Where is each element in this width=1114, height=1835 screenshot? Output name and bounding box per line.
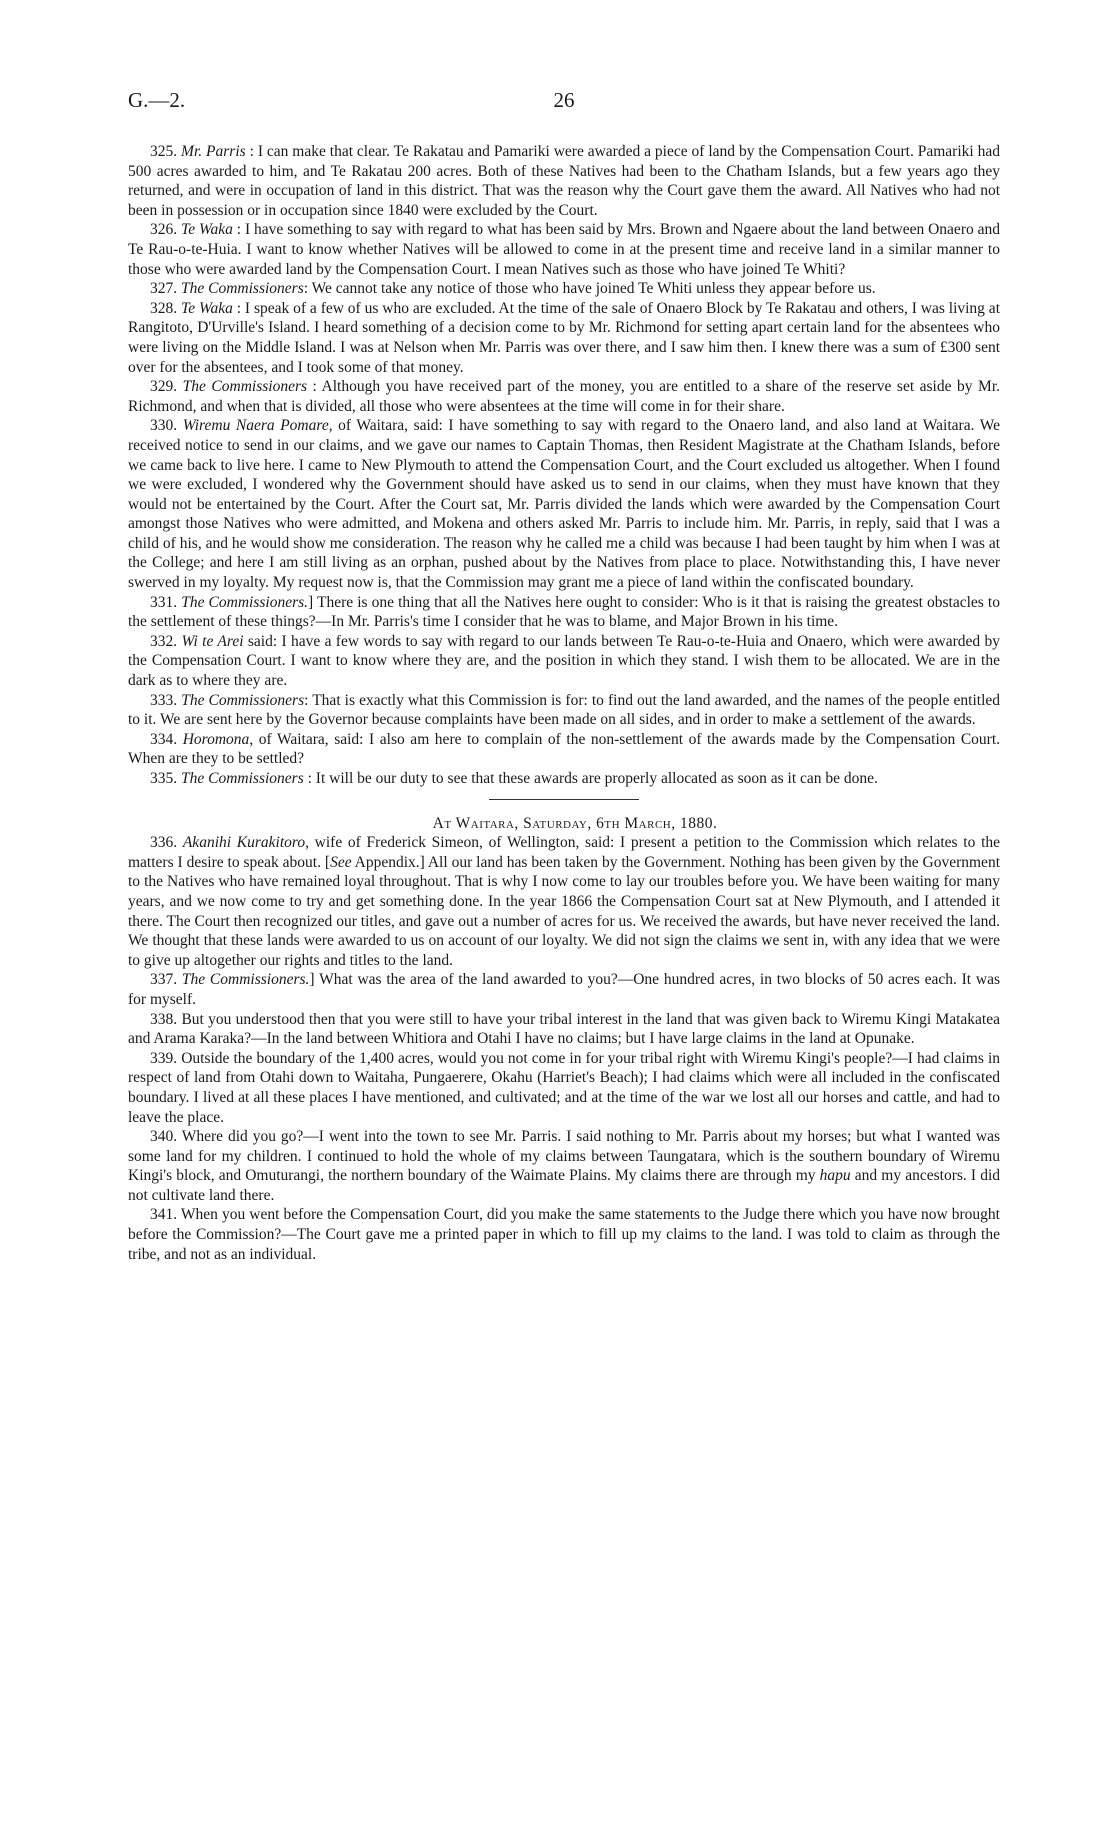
paragraph-329 xyxy=(128,377,1000,416)
paragraph-number: 327. xyxy=(150,280,178,298)
separator: , xyxy=(328,417,339,435)
paragraph-number: 334. xyxy=(150,730,178,748)
paragraph-text: When you went before the Compensation Court, did you make the same statements to the Judge there which you have now brought before the Commission?—The Court gave me a printed paper in which to fill up my claims to the land. I was told to claim as through the tribe, and not as an individual. xyxy=(128,1206,1000,1263)
speaker-name: Akanihi Kurakitoro xyxy=(182,834,306,852)
paragraph-325 xyxy=(128,142,1000,220)
speaker-name: The Commissioners. xyxy=(181,593,309,611)
paragraph-text: , wife of Frederick Simeon, of Wellington, said: I present a petition to the Commission which relates to the matters I desire to speak about. [ xyxy=(128,834,1001,871)
paragraph-number: 340. xyxy=(150,1128,178,1146)
speaker-name: Mr. Parris xyxy=(181,143,246,160)
paragraph-number: 326. xyxy=(150,221,178,239)
paragraph-number: 328. xyxy=(150,299,178,317)
paragraph-338 xyxy=(128,1010,1000,1049)
section-heading: At Waitara, Saturday, 6th March, 1880. xyxy=(432,814,718,832)
document-page xyxy=(128,88,1000,1264)
separator: , xyxy=(249,730,259,748)
paragraph-336 xyxy=(128,833,1000,970)
speaker-name: The Commissioners xyxy=(181,770,304,787)
paragraph-number: 331. xyxy=(150,593,178,611)
paragraph-text: said: I have a few words to say with regard to our lands between Te Rau-o-te-Huia and Onaero, which were awarded by the Compensation Court. I want to know where they are, and the position in which they stand. I wish them to be allocated. We are in the dark as to where they are. xyxy=(128,632,1000,690)
paragraph-341 xyxy=(128,1205,1000,1264)
paragraph-text: I have something to say with regard to what has been said by Mrs. Brown and Ngaere about the land between Onaero and Te Rau-o-te-Huia. I want to know whether Natives will be allowed to come in at the present time and receive land in a similar manner to those who were awarded land by the Compensation Court. I mean Natives such as those who have joined Te Whiti? xyxy=(128,221,1001,278)
paragraph-339 xyxy=(128,1049,1000,1127)
separator: : xyxy=(303,280,312,298)
speaker-name: Wiremu Naera Pomare xyxy=(182,417,329,435)
paragraph-number: 338. xyxy=(150,1010,178,1028)
paragraph-number: 333. xyxy=(150,691,178,709)
paragraph-text: That is exactly what this Commission is for: to find out the land awarded, and the names of the people entitled to it. We are sent here by the Governor because complaints have been made on all sides, and in order to make a settlement of the awards. xyxy=(128,691,1001,729)
page-header xyxy=(128,88,1000,122)
paragraph-337 xyxy=(128,970,1000,1009)
paragraph-number: 335. xyxy=(150,770,178,787)
paragraph-text: I can make that clear. Te Rakatau and Pamariki were awarded a piece of land by the Compensation Court. Pamariki had 500 acres awarded to him, and Te Rakatau 200 acres. Both of these Natives had been to the Chatham Islands, but a few years ago they returned, and were in occupation of land in this district. That was the reason why the Court gave them the award. All Natives who had not been in possession or in occupation since 1840 were excluded by the Court. xyxy=(128,143,1000,219)
separator: ] xyxy=(309,971,320,989)
separator: : xyxy=(303,770,316,787)
speaker-name: Te Waka xyxy=(181,299,233,317)
paragraph-number: 336. xyxy=(150,834,178,852)
speaker-name: Te Waka xyxy=(181,221,233,239)
paragraph-text: and my ancestors. I did not cultivate land there. xyxy=(128,1167,1000,1204)
paragraph-334 xyxy=(128,730,1000,769)
paragraph-text: I speak of a few of us who are excluded. At the time of the sale of Onaero Block by Te Rakatau and others, I was living at Rangitoto, D'Urville's Island. I heard something of a decision come to by Mr. Richmond for setting apart certain land for the absentees who were living on the Middle Island. I was at Nelson when Mr. Parris was over there, and I saw him then. I knew there was a sum of £300 sent over for the absentees, and I took some of that money. xyxy=(128,299,1000,376)
separator: ] xyxy=(308,593,317,611)
paragraph-326 xyxy=(128,220,1000,279)
speaker-name: The Commissioners. xyxy=(181,971,310,989)
paragraph-335 xyxy=(128,769,1000,789)
paragraph-number: 325. xyxy=(150,143,178,160)
paragraph-number: 339. xyxy=(150,1049,178,1067)
speaker-name: The Commissioners xyxy=(182,378,308,396)
separator: : xyxy=(307,378,322,396)
paragraph-text: There is one thing that all the Natives here ought to consider: Who is it that is raising the greatest obstacles to the settlement of these things?—In Mr. Parris's time I consider that he was to blame, and Major Brown in his time. xyxy=(128,593,1000,631)
paragraph-text: Appendix.] All our land has been taken by the Government. Nothing has been given by the Government to the Natives who have remained loyal throughout. That is why I now come to lay our troubles before you. We have been waiting for many years, and we now come to try and get something done. In the year 1866 the Compensation Court sat at New Plymouth, and I attended it there. The Court then recognized our titles, and gave out a number of acres for us. We received the awards, but have never received the land. We thought that these lands were awarded to us on account of our loyalty. We did not sign the claims we sent in, with any idea that we were to give up altogether our rights and titles to the land. xyxy=(128,853,1000,969)
body-text xyxy=(128,142,1000,1264)
see-reference: See xyxy=(330,853,352,871)
paragraph-327 xyxy=(128,279,1000,299)
separator: : xyxy=(304,691,313,709)
paragraph-330 xyxy=(128,416,1000,592)
paragraph-331 xyxy=(128,593,1000,632)
paragraph-text: It will be our duty to see that these awards are properly allocated as soon as it can be done. xyxy=(315,770,878,787)
paragraph-text: We cannot take any notice of those who have joined Te Whiti unless they appear before us. xyxy=(311,280,876,298)
page-number: 26 xyxy=(553,88,575,112)
speaker-name: Horomona xyxy=(182,730,250,748)
paragraph-text: of Waitara, said: I have something to say with regard to the Onaero land, and also land at Waitara. We received notice to send in our claims, and we gave our names to Captain Thomas, then Resident Magistrate at the Chatham Islands, before we came back to live here. I came to New Plymouth to attend the Compensation Court, and the Court excluded us altogether. When I found we were excluded, I wondered why the Government should have asked us to send in our claims, when they must have known that they would not be entertained by the Court. After the Court sat, Mr. Parris divided the lands which were awarded by the Compensation Court amongst those Natives who were admitted, and Mokena and others asked Mr. Parris to include him. Mr. Parris, in reply, said that I was a child of his, and he would show me consideration. The reason why he called me a child was because I had been taught by him when I was at the College; and here I am still living as an orphan, pushed about by the Natives from place to place. Notwithstanding this, I have never swerved in my loyalty. My request now is, that the Commission may grant me a piece of land within the confiscated boundary. xyxy=(128,417,1000,592)
hapu-term: hapu xyxy=(819,1167,851,1185)
paragraph-text: Outside the boundary of the 1,400 acres, would you not come in for your tribal right with Wiremu Kingi's people?—I had claims in respect of land from Otahi down to Waitaha, Pungaerere, Okahu (Harriet's Beach); I had claims which were all included in the confiscated boundary. I lived at all these places I have mentioned, and cultivated; and at the time of the war we lost all our horses and cattle, and had to leave the place. xyxy=(128,1049,1001,1126)
paragraph-number: 332. xyxy=(150,632,178,650)
paragraph-340 xyxy=(128,1127,1000,1205)
paragraph-text: Although you have received part of the money, you are entitled to a share of the reserve set aside by Mr. Richmond, and when that is divided, all those who were absentees at the time will come in for their share. xyxy=(128,378,1001,415)
paragraph-328 xyxy=(128,299,1000,377)
section-divider xyxy=(489,799,639,800)
paragraph-333 xyxy=(128,691,1000,730)
paragraph-text: But you understood then that you were still to have your tribal interest in the land that was given back to Wiremu Kingi Matakatea and Arama Karaka?—In the land between Whitiora and Otahi I have no claims; but I have large claims in the land at Opunake. xyxy=(128,1010,1001,1048)
speaker-name: Wi te Arei xyxy=(181,632,244,650)
paragraph-number: 329. xyxy=(150,378,178,396)
paragraph-332 xyxy=(128,632,1000,691)
speaker-name: The Commissioners xyxy=(181,691,305,709)
paragraph-number: 330. xyxy=(150,417,178,435)
document-reference: G.—2. xyxy=(128,88,186,112)
paragraph-text: Where did you go?—I went into the town to see Mr. Parris. I said nothing to Mr. Parris about my horses; but what I wanted was some land for my children. I continued to hold the whole of my claims between Taungatara, which is the southern boundary of Wiremu Kingi's block, and Omuturangi, the northern boundary of the Waimate Plains. My claims there are through my xyxy=(128,1128,1000,1185)
paragraph-text: of Waitara, said: I also am here to complain of the non-settlement of the awards made by the Compensation Court. When are they to be settled? xyxy=(128,730,1001,768)
separator: : xyxy=(232,221,245,239)
paragraph-number: 337. xyxy=(150,971,178,989)
separator: : xyxy=(245,143,258,160)
speaker-name: The Commissioners xyxy=(181,280,304,298)
separator: : xyxy=(232,299,245,317)
paragraph-text: What was the area of the land awarded to you?—One hundred acres, in two blocks of 50 acres each. It was for myself. xyxy=(128,971,1000,1008)
paragraph-number: 341. xyxy=(150,1206,178,1224)
